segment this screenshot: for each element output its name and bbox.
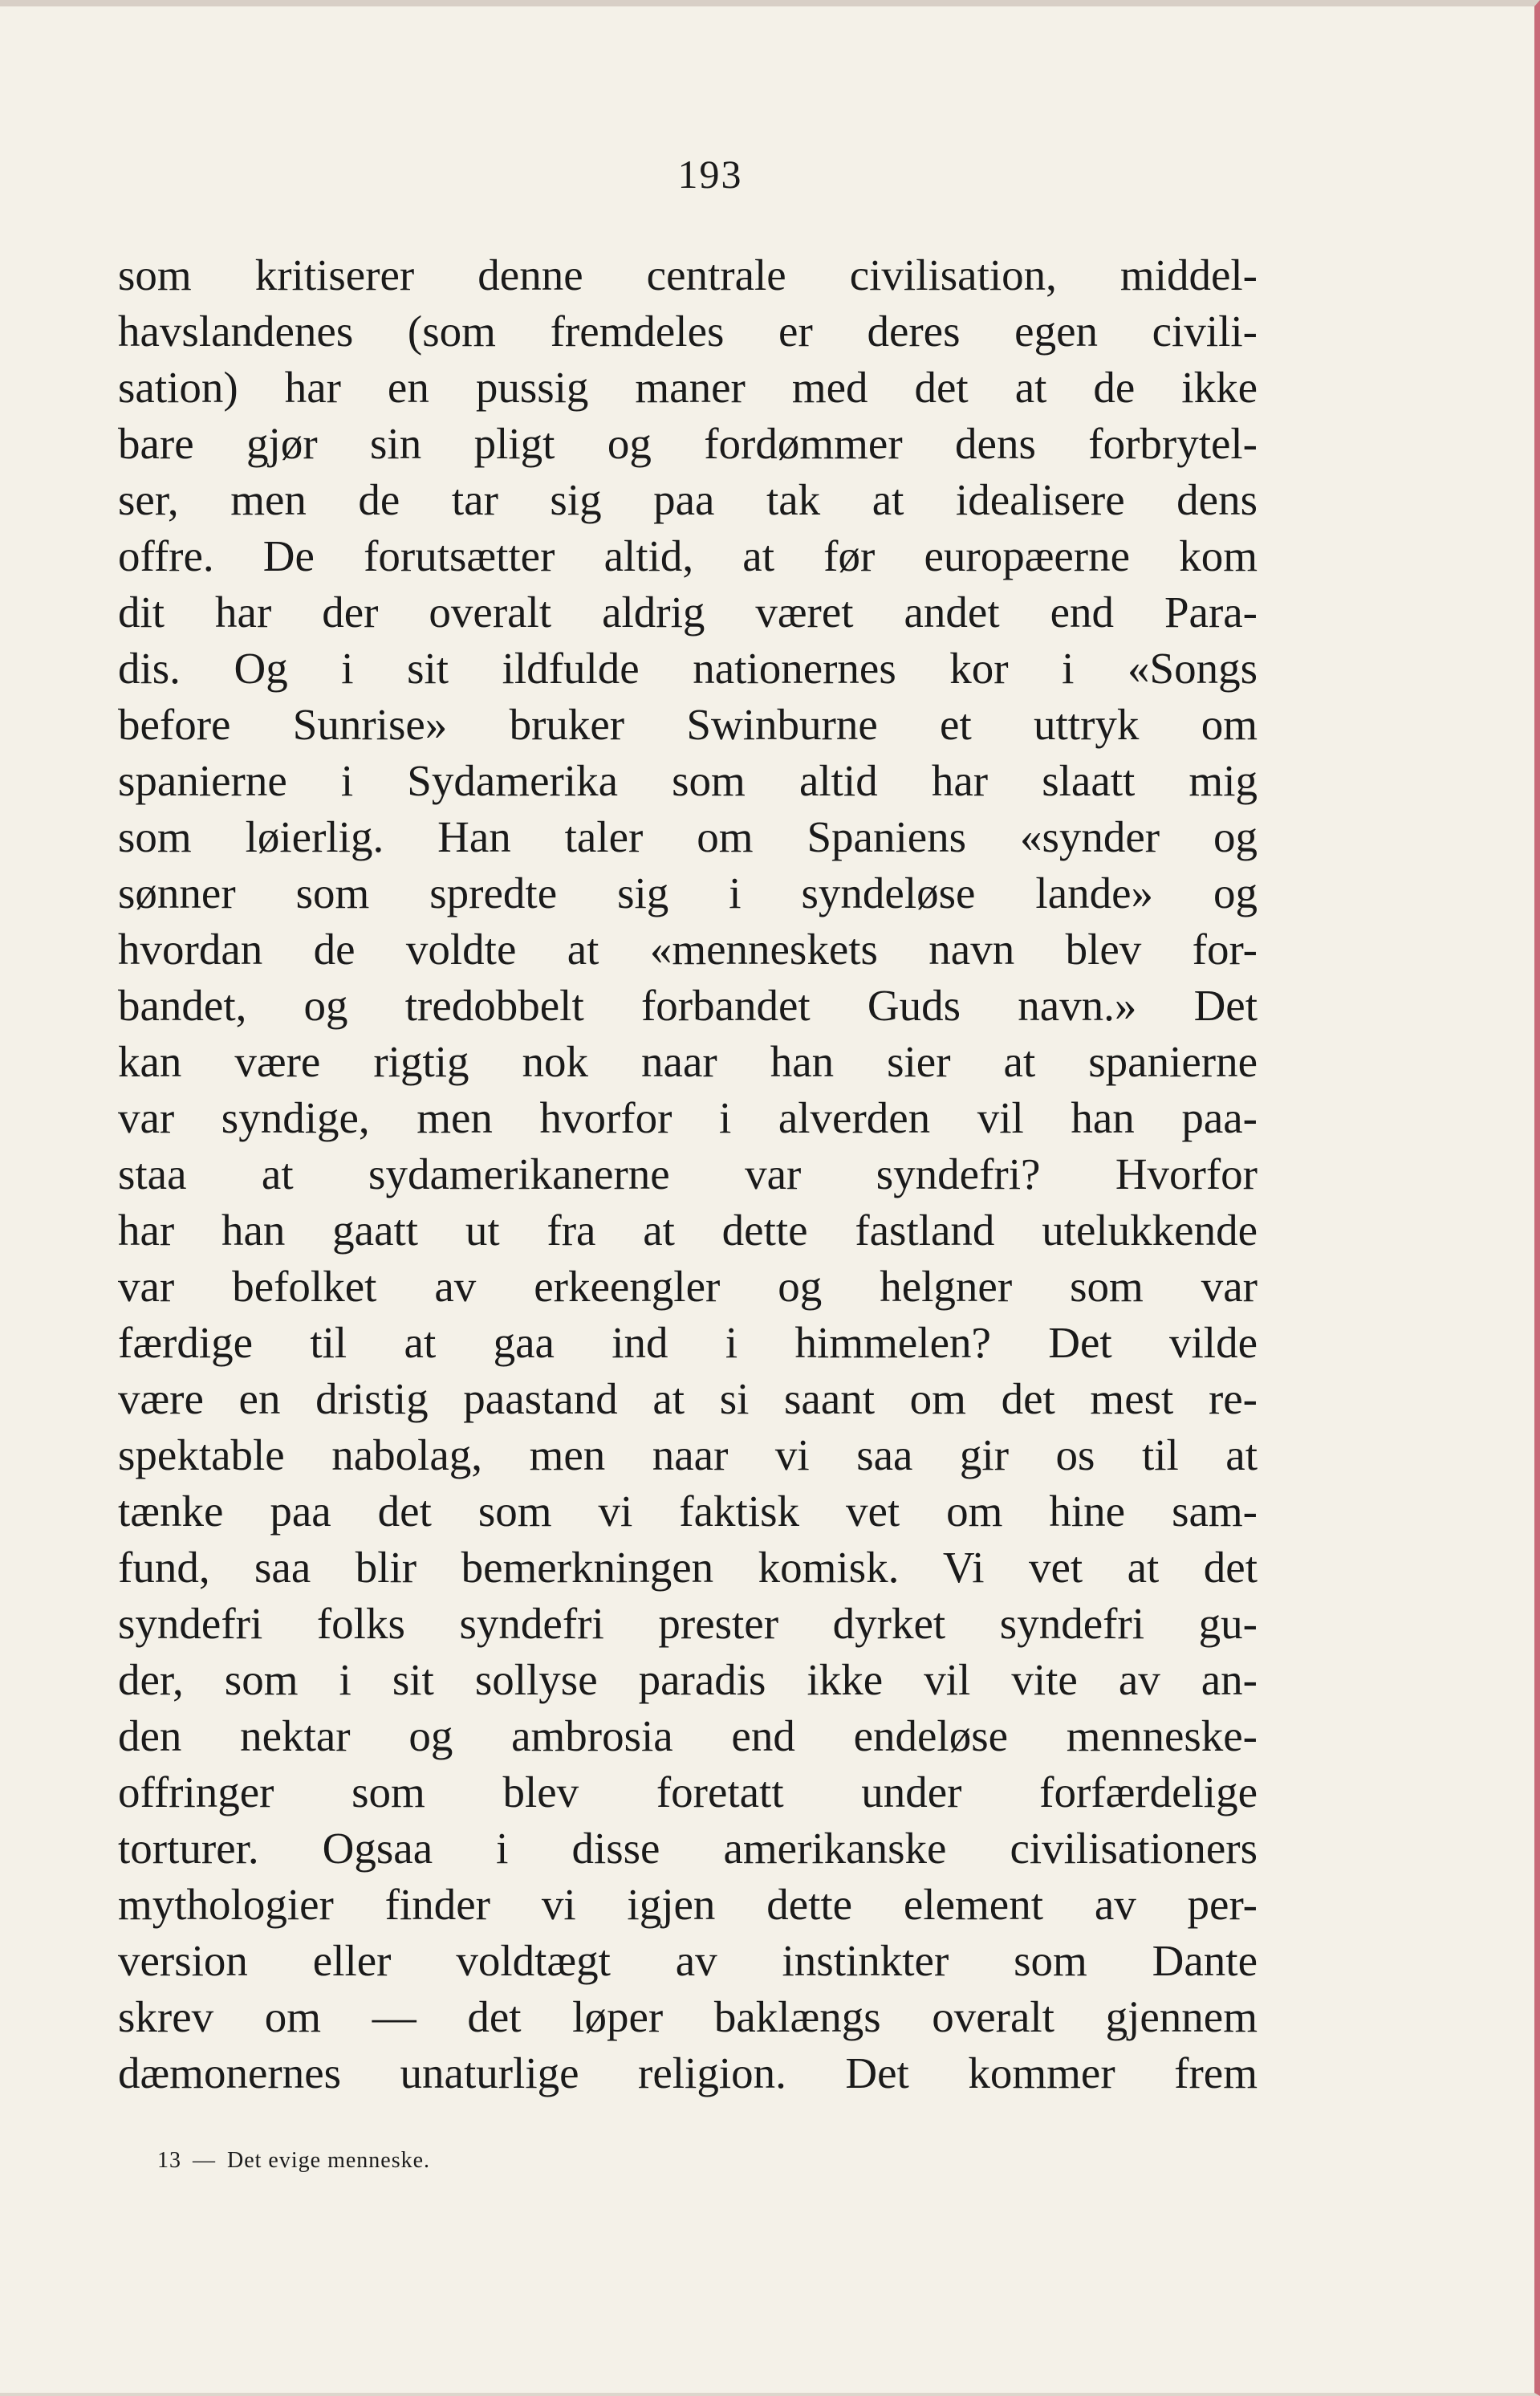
text-line: bare gjør sin pligt og fordømmer dens forbrytel- (118, 419, 1258, 468)
text-line: sation) har en pussig maner med det at de ikke (118, 363, 1258, 412)
text-line: fund, saa blir bemerkningen komisk. Vi vet at det (118, 1543, 1258, 1592)
text-line: var befolket av erkeengler og helgner som var (118, 1262, 1258, 1311)
text-line: færdige til at gaa ind i himmelen? Det vilde (118, 1318, 1258, 1367)
text-line: skrev om — det løper baklængs overalt gjennem (118, 1992, 1258, 2041)
text-line: havslandenes (som fremdeles er deres egen civili- (118, 307, 1258, 356)
text-line: staa at sydamerikanerne var syndefri? Hvorfor (118, 1149, 1258, 1198)
text-line: kan være rigtig nok naar han sier at spanierne (118, 1037, 1258, 1086)
text-line: tænke paa det som vi faktisk vet om hine sam- (118, 1487, 1258, 1536)
page-number: 193 (677, 152, 743, 197)
body-text (118, 247, 1258, 2101)
text-line: torturer. Ogsaa i disse amerikanske civilisationers (118, 1824, 1258, 1873)
text-line: spanierne i Sydamerika som altid har slaatt mig (118, 756, 1258, 805)
text-line: dis. Og i sit ildfulde nationernes kor i «Songs (118, 644, 1258, 693)
text-line: before Sunrise» bruker Swinburne et uttryk om (118, 700, 1258, 749)
text-line: ser, men de tar sig paa tak at idealisere dens (118, 475, 1258, 524)
text-line: syndefri folks syndefri prester dyrket syndefri gu- (118, 1599, 1258, 1648)
text-line: offre. De forutsætter altid, at før europæerne kom (118, 531, 1258, 580)
signature-footer (157, 2148, 441, 2174)
text-line: som løierlig. Han taler om Spaniens «synder og (118, 812, 1258, 861)
text-line: mythologier finder vi igjen dette element av per- (118, 1880, 1258, 1929)
text-line: hvordan de voldte at «menneskets navn blev for- (118, 925, 1258, 974)
text-line: var syndige, men hvorfor i alverden vil han paa- (118, 1093, 1258, 1142)
text-line: den nektar og ambrosia end endeløse menneske- (118, 1711, 1258, 1760)
text-line: spektable nabolag, men naar vi saa gir os til at (118, 1430, 1258, 1479)
text-line: som kritiserer denne centrale civilisation, middel- (118, 250, 1258, 299)
text-line: sønner som spredte sig i syndeløse lande» og (118, 868, 1258, 917)
text-line: være en dristig paastand at si saant om det mest re- (118, 1374, 1258, 1423)
text-line: dæmonernes unaturlige religion. Det kommer frem (118, 2048, 1258, 2097)
text-line: offringer som blev foretatt under forfærdelige (118, 1768, 1258, 1816)
text-line: der, som i sit sollyse paradis ikke vil vite av an- (118, 1655, 1258, 1704)
text-line: dit har der overalt aldrig været andet end Para- (118, 588, 1258, 637)
signature-number: 13 (157, 2148, 181, 2173)
text-line: version eller voldtægt av instinkter som Dante (118, 1936, 1258, 1985)
text-line: har han gaatt ut fra at dette fastland utelukkende (118, 1206, 1258, 1255)
book-title: Det evige menneske. (227, 2148, 431, 2173)
text-line: bandet, og tredobbelt forbandet Guds navn.» Det (118, 981, 1258, 1030)
footer-dash: — (193, 2148, 216, 2173)
